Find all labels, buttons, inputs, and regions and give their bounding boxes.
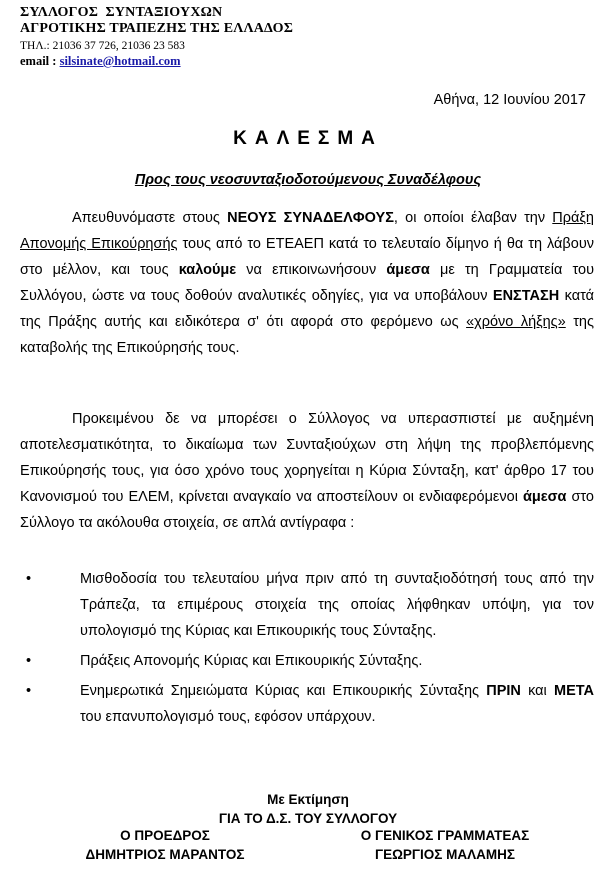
bullet-list: [20, 566, 594, 734]
secretary-name: ΓΕΩΡΓΙΟΣ ΜΑΛΑΜΗΣ: [374, 847, 515, 862]
text-span: του επανυπολογισμό τους, εφόσον υπάρχουν.: [80, 709, 376, 725]
paragraph-1: [20, 205, 594, 361]
list-item: [20, 648, 594, 674]
underlined-span: «χρόνο λήξης»: [466, 314, 566, 330]
letter-subtitle: Προς τους νεοσυνταξιοδοτούμενους Συναδέλφους: [134, 172, 482, 188]
email-line: [20, 54, 293, 69]
text-span: τους από το ΕΤΕΑΕΠ κατά το τελευταίο δίμηνο ή θα τη λάβουν στο μέλλον, και τους: [20, 236, 595, 278]
email-link[interactable]: silsinate@hotmail.com: [59, 54, 181, 68]
bullet-marker: •: [26, 653, 32, 669]
secretary-role: Ο ΓΕΝΙΚΟΣ ΓΡΑΜΜΑΤΕΑΣ: [360, 828, 530, 843]
list-item-text: Πράξεις Απονομής Κύριας και Επικουρικής Σύνταξης.: [80, 653, 423, 669]
org-name-line1: ΣΥΛΛΟΓΟΣ ΣΥΝΤΑΞΙΟΥΧΩΝ: [20, 5, 223, 20]
bullet-marker: •: [26, 683, 32, 699]
bold-span: ΕΝΣΤΑΣΗ: [492, 288, 560, 304]
text-span: και: [520, 683, 554, 699]
president-role: Ο ΠΡΟΕΔΡΟΣ: [120, 828, 210, 843]
bold-span: άμεσα: [386, 262, 430, 278]
text-span: , οι οποίοι έλαβαν την: [393, 210, 553, 226]
bold-span: ΠΡΙΝ: [486, 683, 521, 699]
roles-row: [0, 828, 616, 847]
list-item: [20, 678, 594, 730]
underlined-span: Πράξη Απονομής Επικούρησής: [20, 210, 594, 252]
text-span: Απευθυνόμαστε στους: [72, 210, 228, 226]
text-span: κατά της Πράξης αυτής και ειδικότερα σ' ότι αφορά στο φερόμενο ως: [20, 288, 594, 330]
text-span: με τη Γραμματεία του Συλλόγου, ώστε να τους δοθούν αναλυτικές οδηγίες, για να υποβάλουν: [20, 262, 595, 304]
org-name-line2: ΑΓΡΟΤΙΚΗΣ ΤΡΑΠΕΖΗΣ ΤΗΣ ΕΛΛΑΔΟΣ: [20, 21, 294, 36]
list-item-text: [80, 683, 594, 725]
letter-title: ΚΑΛΕΣΜΑ: [233, 128, 383, 149]
bold-span: ΜΕΤΑ: [553, 683, 594, 699]
email-label: email :: [20, 54, 60, 68]
list-item: [20, 566, 594, 644]
phone-line: ΤΗΛ.: 21036 37 726, 21036 23 583: [20, 40, 185, 52]
letter-date: Αθήνα, 12 Ιουνίου 2017: [433, 92, 586, 108]
bold-span: καλούμε: [178, 262, 237, 278]
text-span: Προκειμένου δε να μπορέσει ο Σύλλογος να υπερασπιστεί με αυξημένη αποτελεσματικότητα, το δικαίωμα των Συνταξιούχων στη λήψη της προβλεπόμενης Επικούρησής τους, για όσο χρόνο τους χορηγείται η Κύρια Σύνταξη, κατ' άρθρο 17 του Κανονισμού του ΕΛΕΜ, κρίνεται αναγκαίο να αποστείλουν οι ενδιαφερόμενοι: [20, 411, 594, 505]
list-item-text: Μισθοδοσία του τελευταίου μήνα πριν από τη συνταξιοδότησή τους από την Τράπεζα, τα επιμέρους στοιχεία της οποίας λήφθηκαν υπόψη, για τον υπολογισμό της Κύριας και Επικουρικής τους Σύνταξης.: [80, 571, 594, 639]
text-span: της καταβολής της Επικούρησής τους.: [20, 314, 594, 356]
paragraph-2: [20, 406, 594, 536]
bold-span: άμεσα: [522, 489, 567, 505]
signature-block: [0, 790, 616, 866]
board-line: ΓΙΑ ΤΟ Δ.Σ. ΤΟΥ ΣΥΛΛΟΓΟΥ: [218, 811, 398, 826]
text-span: Ενημερωτικά Σημειώματα Κύριας και Επικουρικής Σύνταξης: [80, 683, 487, 699]
letterhead: [20, 5, 293, 69]
closing-line: Με Εκτίμηση: [267, 792, 349, 807]
text-span: στο Σύλλογο τα ακόλουθα στοιχεία, σε απλά αντίγραφα :: [20, 489, 594, 531]
bullet-marker: •: [26, 571, 32, 587]
text-span: να επικοινωνήσουν: [236, 262, 387, 278]
names-row: [0, 847, 616, 866]
bold-span: ΝΕΟΥΣ ΣΥΝΑΔΕΛΦΟΥΣ: [227, 210, 394, 226]
president-name: ΔΗΜΗΤΡΙΟΣ ΜΑΡΑΝΤΟΣ: [85, 847, 245, 862]
